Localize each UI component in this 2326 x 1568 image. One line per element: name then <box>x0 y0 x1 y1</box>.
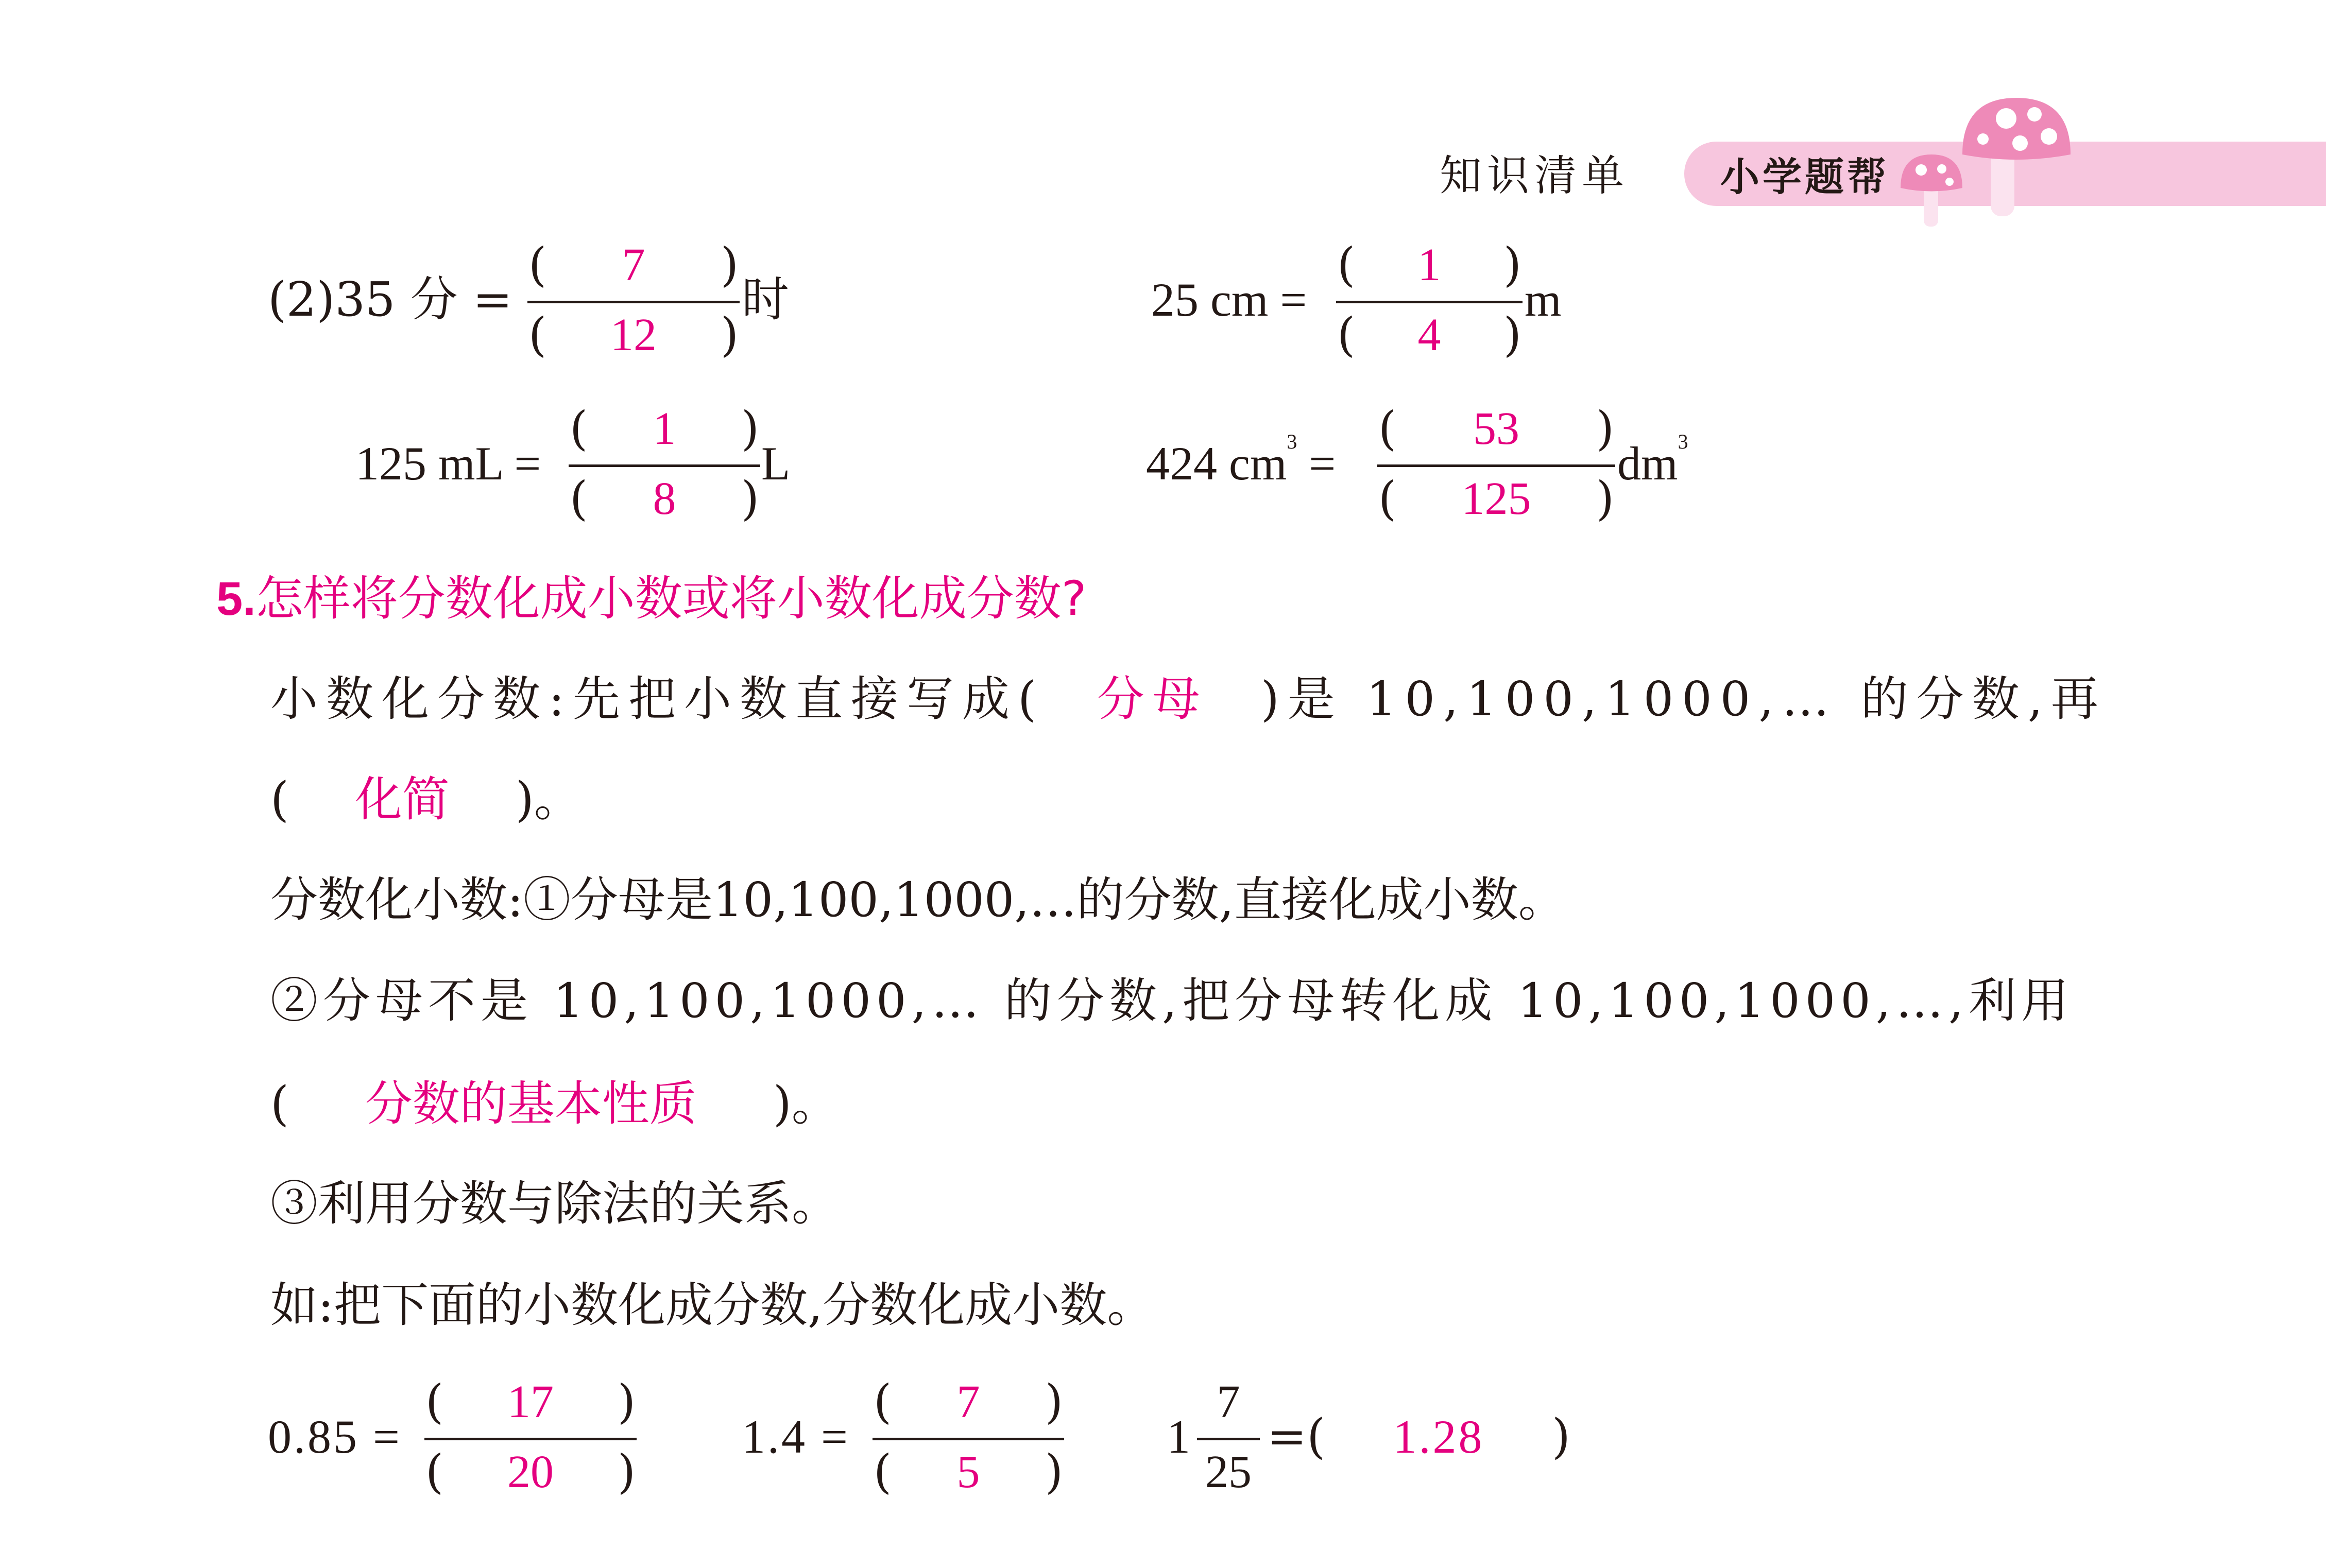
conversion-4-unit-text: dm <box>1617 437 1678 490</box>
example-3-eq: =( <box>1267 1409 1325 1464</box>
conversion-4-prefix-text: 424 cm <box>1146 437 1287 490</box>
conversion-3-numerator: 1 <box>653 403 676 454</box>
conversion-1-denominator: 12 <box>610 309 657 360</box>
example-2-denominator: 5 <box>956 1446 980 1497</box>
body-line-7: 如:把下面的小数化成分数,分数化成小数。 <box>270 1278 1155 1333</box>
example-3-answer-value: 1.28 <box>1393 1410 1484 1463</box>
example-2-prefix: 1.4 = <box>742 1410 850 1463</box>
conversion-4-unit: $dm^3$ <box>1617 430 1688 490</box>
question-number: 5. <box>216 573 256 625</box>
body-line-2 <box>270 769 582 831</box>
example-1-denominator: 20 <box>507 1446 554 1497</box>
conversion-4-denominator: 125 <box>1461 473 1531 524</box>
example-2-fraction: ( 7 ) ( 5 ) <box>870 1374 1066 1503</box>
conversion-2-numerator: 1 <box>1417 239 1441 290</box>
example-3-denominator: 25 <box>1205 1446 1252 1497</box>
conversion-1-prefix: (2)35 分 = <box>268 272 512 327</box>
body-line-5-open: ( <box>270 1076 289 1131</box>
conversion-3-prefix: 125 mL = <box>355 437 541 490</box>
body-line-1-b: )是 10,100,1000,… 的分数,再 <box>1260 671 2107 727</box>
example-3-fraction <box>1195 1374 1262 1503</box>
brand-label: 小学题帮 <box>1720 154 1889 200</box>
body-line-1-a: 小数化分数:先把小数直接写成( <box>270 671 1045 727</box>
body-line-1 <box>270 668 2107 730</box>
conversion-2-fraction: ( 1 ) ( 4 ) <box>1334 237 1525 366</box>
example-3-whole: 1 <box>1167 1410 1190 1463</box>
example-1-prefix: 0.85 = <box>268 1410 402 1463</box>
example-3-close: ) <box>1551 1409 1570 1464</box>
conversion-1-unit: 时 <box>742 272 790 327</box>
conversion-4-fraction: ( 53 ) ( 125 ) <box>1375 401 1617 529</box>
example-3-answer <box>1267 1406 1570 1468</box>
example-3-numerator: 7 <box>1217 1376 1240 1427</box>
conversion-3-unit: L <box>761 437 791 490</box>
body-line-5-b: )。 <box>773 1076 839 1131</box>
body-line-6: ③利用分数与除法的关系。 <box>270 1176 840 1231</box>
example-2-numerator: 7 <box>956 1376 980 1427</box>
question-5 <box>216 568 1087 630</box>
body-line-4: ②分母不是 10,100,1000,… 的分数,把分母转化成 10,100,1000,…,利用 <box>270 973 2074 1028</box>
example-1-fraction: ( 17 ) ( 20 ) <box>422 1374 639 1503</box>
example-1-numerator: 17 <box>507 1376 554 1427</box>
conversion-3-fraction: ( 1 ) ( 8 ) <box>567 401 762 529</box>
conversion-2-prefix: 25 cm = <box>1151 273 1307 326</box>
conversion-4-prefix: 424 $cm^3$ = <box>1146 430 1336 490</box>
blank-denominator-answer: 分母 <box>1097 671 1208 727</box>
conversion-1-fraction: ( 7 ) ( 12 ) <box>525 237 742 366</box>
conversion-4-numerator: 53 <box>1473 403 1519 454</box>
conversion-3-denominator: 8 <box>653 473 676 524</box>
blank-property-answer: 分数的基本性质 <box>365 1076 697 1131</box>
mushroom-icon <box>1885 88 2081 242</box>
body-line-2-open: ( <box>270 772 289 827</box>
question-text: 怎样将分数化成小数或将小数化成分数? <box>255 571 1087 626</box>
body-line-5 <box>270 1073 839 1135</box>
blank-simplify-answer: 化简 <box>354 772 450 827</box>
conversion-2-unit: m <box>1525 273 1562 326</box>
body-line-3: 分数化小数:①分母是10,100,1000,…的分数,直接化成小数。 <box>270 872 1566 927</box>
section-title: 知识清单 <box>1440 151 1630 200</box>
conversion-1-numerator: 7 <box>622 239 645 290</box>
conversion-2-denominator: 4 <box>1417 309 1441 360</box>
body-line-2-b: )。 <box>515 772 582 827</box>
